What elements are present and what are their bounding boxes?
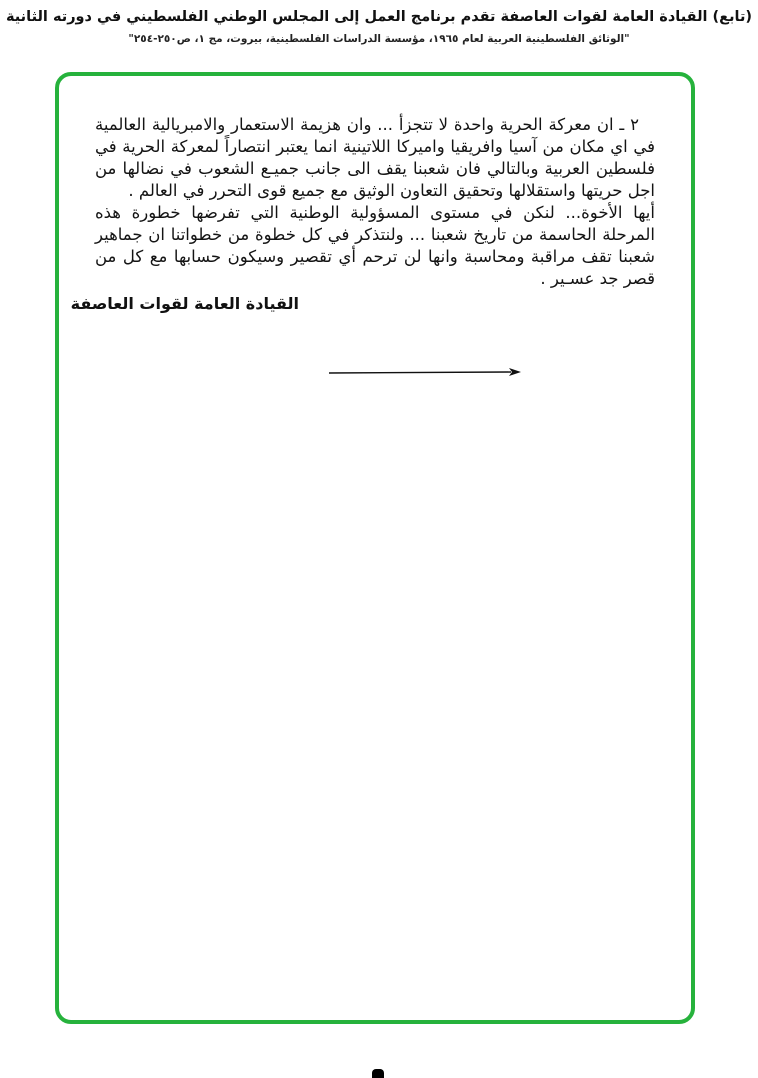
- cut-off-page-number: [372, 1069, 384, 1078]
- paragraph-2: أيها الأخوة... لنكن في مستوى المسؤولية الوطنية التي تفرضها خطورة هذه المرحلة الحاسمة من تاريخ شعبنا ... ولنتذكر في كل خطوة من خطواتنا ان جماهير شعبنا تقف مراقبة ومحاسبة وانها لن ترحم أي تقصير وسيكون حسابها مع كل من قصر جد عسـير .: [95, 203, 655, 288]
- document-body: [59, 76, 691, 290]
- paragraph-1: ٢ ـ ان معركة الحرية واحدة لا تتجزأ ... وان هزيمة الاستعمار والامبريالية العالمية في اي مكان من آسيا وافريقيا واميركا اللاتينية انما يعتبر انتصاراً لمعركة الحرية في فلسطين العربية وبالتالي فان شعبنا يقف الى جانب جميـع الشعوب في نضالها من اجل حريتها واستقلالها وتحقيق التعاون الوثيق مع جميع قوى التحرر في العالم .: [95, 115, 655, 200]
- header-title: (تابع) القيادة العامة لقوات العاصفة تقدم برنامج العمل إلى المجلس الوطني الفلسطيني في دورته الثانية: [5, 9, 753, 25]
- green-border-frame: [55, 72, 695, 1024]
- divider-arrow-icon: [327, 365, 523, 379]
- signature-line: القيادة العامة لقوات العاصفة: [70, 294, 299, 313]
- document-header: [0, 0, 758, 47]
- source-citation: "الوثائق الفلسطينية العربية لعام ١٩٦٥، مؤسسة الدراسات الفلسطينية، بيروت، مج ١، ص٢٥٠-٢٥٤": [128, 33, 630, 45]
